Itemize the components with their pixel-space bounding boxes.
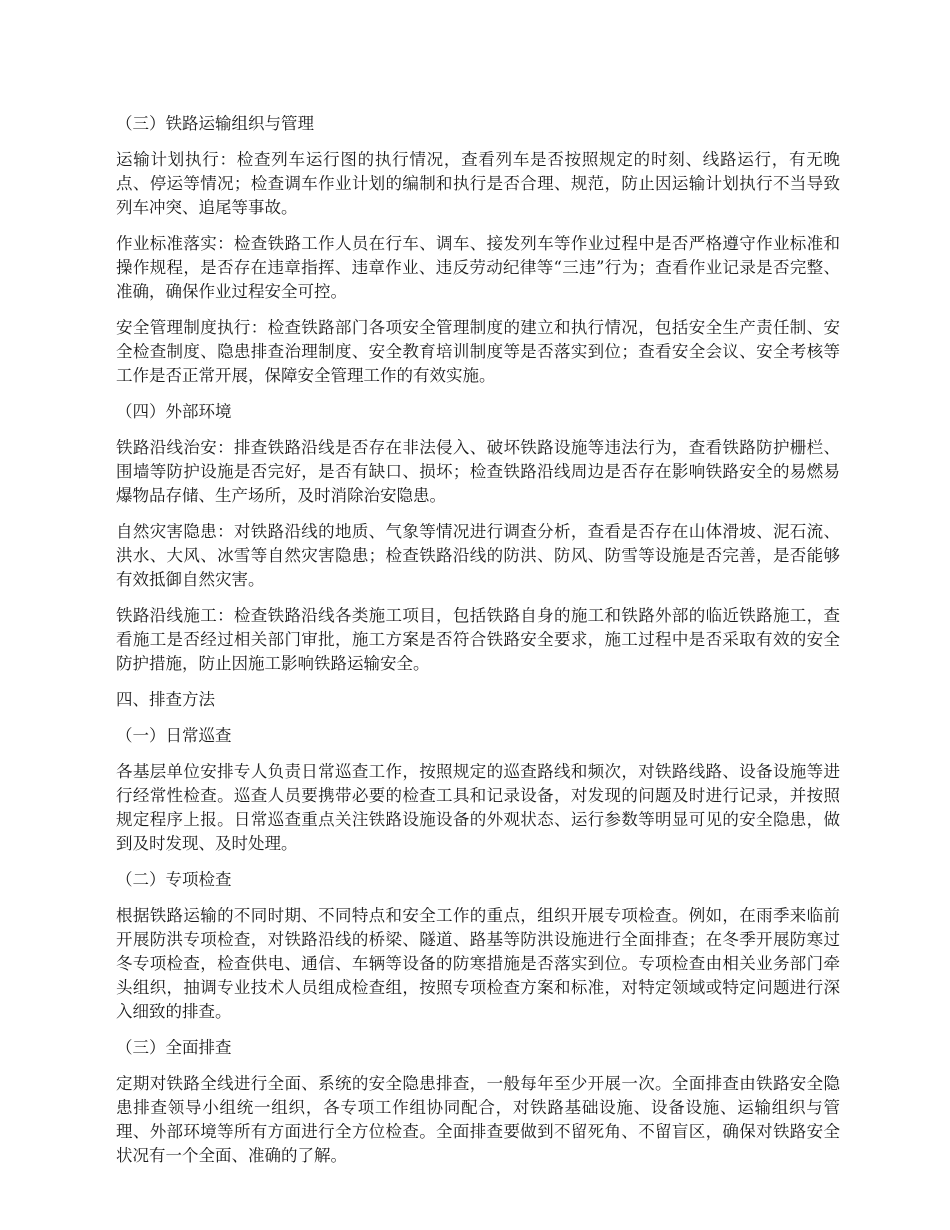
paragraph-special-inspection: 根据铁路运输的不同时期、不同特点和安全工作的重点，组织开展专项检查。例如，在雨季来临前开展防洪专项检查，对铁路沿线的桥梁、隧道、路基等防洪设施进行全面排查；在冬季开展防寒过冬专项检查，检查供电、通信、车辆等设备的防寒措施是否落实到位。专项检查由相关业务部门牵头组织，抽调专业技术人员组成检查组，按照专项检查方案和标准，对特定领域或特定问题进行深入细致的排查。 <box>116 906 840 1021</box>
section-heading-special-inspection: （二）专项检查 <box>116 870 232 889</box>
paragraph-transport-plan-execution: 运输计划执行：检查列车运行图的执行情况，查看列车是否按照规定的时刻、线路运行，有无晚点、停运等情况；检查调车作业计划的编制和执行是否合理、规范，防止因运输计划执行不当导致列车冲突、追尾等事故。 <box>116 150 840 217</box>
document-body <box>116 112 840 1180</box>
paragraph-natural-disaster-hazards: 自然灾害隐患：对铁路沿线的地质、气象等情况进行调查分析，查看是否存在山体滑坡、泥石流、洪水、大风、冰雪等自然灾害隐患；检查铁路沿线的防洪、防风、防雪等设施是否完善，是否能够有效抵御自然灾害。 <box>116 522 840 589</box>
paragraph-railway-line-security: 铁路沿线治安：排查铁路沿线是否存在非法侵入、破坏铁路设施等违法行为，查看铁路防护栅栏、围墙等防护设施是否完好，是否有缺口、损坏；检查铁路沿线周边是否存在影响铁路安全的易燃易爆物品存储、生产场所，及时消除治安隐患。 <box>116 438 840 505</box>
paragraph-daily-patrol: 各基层单位安排专人负责日常巡查工作，按照规定的巡查路线和频次，对铁路线路、设备设施等进行经常性检查。巡查人员要携带必要的检查工具和记录设备，对发现的问题及时进行记录，并按照规定程序上报。日常巡查重点关注铁路设施设备的外观状态、运行参数等明显可见的安全隐患，做到及时发现、及时处理。 <box>116 762 840 853</box>
paragraph-safety-management-system: 安全管理制度执行：检查铁路部门各项安全管理制度的建立和执行情况，包括安全生产责任制、安全检查制度、隐患排查治理制度、安全教育培训制度等是否落实到位；查看安全会议、安全考核等工作是否正常开展，保障安全管理工作的有效实施。 <box>116 318 840 385</box>
paragraph-railway-line-construction: 铁路沿线施工：检查铁路沿线各类施工项目，包括铁路自身的施工和铁路外部的临近铁路施工，查看施工是否经过相关部门审批，施工方案是否符合铁路安全要求，施工过程中是否采取有效的安全防护措施，防止因施工影响铁路运输安全。 <box>116 606 840 673</box>
section-heading-railway-transport-organization: （三）铁路运输组织与管理 <box>116 114 314 133</box>
paragraph-comprehensive-inspection: 定期对铁路全线进行全面、系统的安全隐患排查，一般每年至少开展一次。全面排查由铁路安全隐患排查领导小组统一组织，各专项工作组协同配合，对铁路基础设施、设备设施、运输组织与管理、外部环境等所有方面进行全方位检查。全面排查要做到不留死角、不留盲区，确保对铁路安全状况有一个全面、准确的了解。 <box>116 1074 840 1165</box>
section-heading-external-environment: （四）外部环境 <box>116 402 232 421</box>
section-heading-daily-patrol: （一）日常巡查 <box>116 726 232 745</box>
paragraph-operation-standards: 作业标准落实：检查铁路工作人员在行车、调车、接发列车等作业过程中是否严格遵守作业标准和操作规程，是否存在违章指挥、违章作业、违反劳动纪律等“三违”行为；查看作业记录是否完整、准确，确保作业过程安全可控。 <box>116 234 840 301</box>
section-heading-inspection-methods: 四、排查方法 <box>116 690 215 709</box>
section-heading-comprehensive-inspection: （三）全面排查 <box>116 1038 232 1057</box>
